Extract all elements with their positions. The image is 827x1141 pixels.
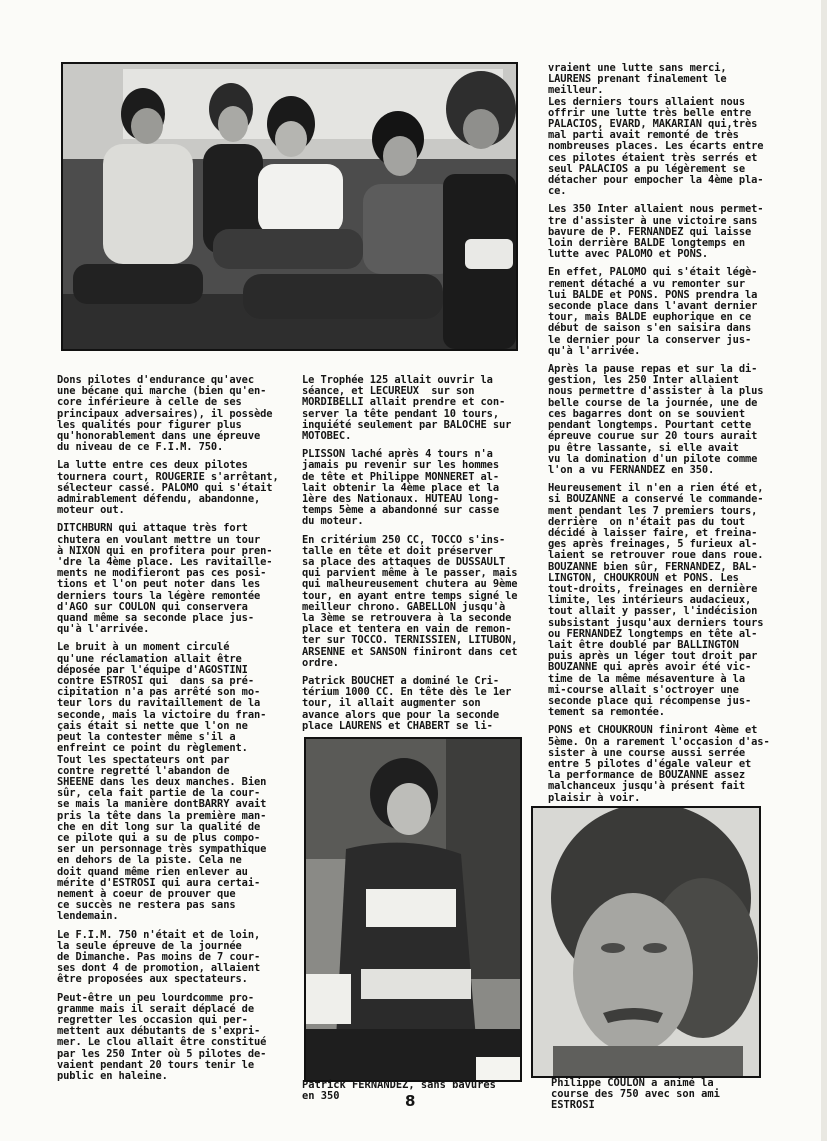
left-paragraph-3: DITCHBURN qui attaque très fort chutera en voulant mettre un tour à NIXON qui en profitera pour pren- 'dre la 4ème place. Les ravitaille- ments ne modifieront pas ces posi- tions et l'on peut noter dans les derniers tours la légère remontée d'AGO sur COULON qui conservera quand même sa seconde place jus- qu'à l'arrivée. bbox=[57, 522, 273, 636]
rider-photo bbox=[304, 737, 522, 1082]
right-paragraph-2: Les 350 Inter allaient nous permet- tre d'assister à une victoire sans bavure de P. FERNANDEZ qui laisse loin derrière BALDE longtemps en lutte avec PALOMO et PONS. bbox=[548, 203, 764, 261]
left-paragraph-5: Le F.I.M. 750 n'était et de loin, la seule épreuve de la journée de Dimanche. Pas moins de 7 cour- ses dont 4 de promotion, allaient être proposées aux spectateurs. bbox=[57, 928, 261, 986]
middle-paragraph-2: PLISSON laché après 4 tours n'a jamais pu revenir sur les hommes de tête et Philippe MONNERET al- lait obtenir la 4ème place et la 1ère des Nationaux. HUTEAU long- temps 5ème a abandonné sur casse du moteur. bbox=[302, 448, 499, 528]
middle-paragraph-3: En critérium 250 CC, TOCCO s'ins- talle en tête et doit préserver sa place des attaques de DUSSAULT qui parvient même à le passer, mais qui malheureusement chutera au 9ème tour, en ayant entre temps signé le meilleur chrono. GABELLON jusqu'à la 3ème se retrouvera à la seconde place et tentera en vain de remon- ter sur TOCCO. TERNISSIEN, LITUBON, ARSENNE et SANSON finiront dans cet ordre. bbox=[302, 533, 518, 669]
middle-paragraph-4: Patrick BOUCHET a dominé le Cri- térium 1000 CC. En tête dès le 1er tour, il allait augmenter son avance alors que pour la seconde place LAURENS et CHABERT se li- bbox=[302, 675, 512, 732]
portrait-photo-image bbox=[533, 808, 759, 1076]
right-paragraph-4: Après la pause repas et sur la di- gestion, les 250 Inter allaient nous permettre d'assister à la plus belle course de la journée, une de ces bagarres dont on se souvient pendant longtemps. Pourtant cette épreuve courue sur 20 tours aurait pu être lassante, si elle avait vu la domination d'un pilote comme l'on a vu FERNANDEZ en 350. bbox=[548, 363, 764, 476]
page-edge bbox=[821, 0, 827, 1141]
portrait-photo bbox=[531, 806, 761, 1078]
top-photo-image bbox=[63, 64, 516, 349]
left-column bbox=[57, 375, 289, 1089]
middle-paragraph-1: Le Trophée 125 allait ouvrir la séance, et LECUREUX sur son MORDIBELLI allait prendre et con- server la tête pendant 10 tours, inquiété seulement par BALOCHE sur MOTOBEC. bbox=[302, 374, 512, 443]
rider-photo-image bbox=[306, 739, 520, 1080]
rider-photo-caption: Patrick FERNANDEZ, sans bavures en 350 bbox=[302, 1079, 496, 1103]
page-number: 8 bbox=[405, 1092, 416, 1110]
portrait-photo-caption: Philippe COULON a animé la course des 750 avec son ami ESTROSI bbox=[551, 1077, 720, 1112]
right-paragraph-6: PONS et CHOUKROUN finiront 4ème et 5ème. On a rarement l'occasion d'as- sister à une course aussi serrée entre 5 pilotes d'égale valeur et la performance de BOUZANNE assez malchanceux jusqu'à présent fait plaisir à voir. bbox=[548, 724, 770, 804]
right-paragraph-3: En effet, PALOMO qui s'était légè- rement détaché a vu remonter sur lui BALDE et PONS. PONS prendra la seconde place dans l'avant dernier tour, mais BALDE euphorique en ce début de saison s'en saisira dans le dernier pour la conserver jus- qu'à l'arrivée. bbox=[548, 266, 758, 357]
left-paragraph-1: Dons pilotes d'endurance qu'avec une bécane qui marche (bien qu'en- core inférieure à celle de ses principaux adversaires), il possède les qualités pour figurer plus qu'honorablement dans une épreuve du niveau de ce F.I.M. 750. bbox=[57, 374, 273, 454]
right-paragraph-5: Heureusement il n'en a rien été et, si BOUZANNE a conservé le commande- ment pendant les 7 premiers tours, derrière on n'était pas du tout décidé à laisser faire, et freina- ges après freinages, 5 furieux al- laient se retrouver roue dans roue. BOUZANNE bien sûr, FERNANDEZ, BAL- LINGTON, CHOUKROUN et PONS. Les tout-droits, freinages en dernière limite, les intérieurs audacieux, tout allait y passer, l'indécision subsistant jusqu'aux derniers tours ou FERNANDEZ longtemps en tête al- lait être doublé par BALLINGTON puis après un léger tout droit par BOUZANNE qui après avoir été vic- time de la même mésaventure à la mi-course allait s'octroyer une seconde place qui récompense jus- tement sa remontée. bbox=[548, 482, 764, 719]
left-paragraph-4: Le bruit à un moment circulé qu'une réclamation allait être déposée par l'équipe d'AGOSTINI contre ESTROSI qui dans sa pré- cipitation n'a pas arrêté son mo- teur lors du ravitaillement de la seconde, mais la victoire du fran- çais était si nette que l'on ne peut la contester même s'il a enfreint ce point du règlement. Tout les spectateurs ont par contre regretté l'abandon de SHEENE dans les deux manches. Bien sûr, cela fait partie de la cour- se mais la manière dontBARRY avait pris la tête dans la première man- che en dit long sur la qualité de ce pilote qui a su de plus compo- ser un personnage très sympathique en dehors de la piste. Cela ne doit quand même rien enlever au mérite d'ESTROSI qui aura certai- nement à coeur de prouver que ce succès ne restera pas sans lendemain. bbox=[57, 641, 267, 923]
left-paragraph-2: La lutte entre ces deux pilotes tournera court, ROUGERIE s'arrêtant, sélecteur cassé. PALOMO qui s'était admirablement défendu, abandonne, moteur out. bbox=[57, 459, 279, 517]
right-column bbox=[548, 63, 780, 811]
middle-column bbox=[302, 375, 526, 739]
right-paragraph-1: vraient une lutte sans merci, LAURENS prenant finalement le meilleur. Les derniers tours allaient nous offrir une lutte très belle entre PALACIOS, EVARD, MAKARIAN qui,très mal parti avait remonté de très nombreuses places. Les écarts entre ces pilotes étaient très serrés et seul PALACIOS a pu légèrement se détacher pour empocher la 4ème pla- ce. bbox=[548, 62, 764, 198]
top-photo bbox=[61, 62, 518, 351]
left-paragraph-6: Peut-être un peu lourdcomme pro- gramme mais il serait déplacé de regretter les occasion qui per- mettent aux débutants de s'expri- mer. Le clou allait être constitué par les 250 Inter où 5 pilotes de- vaient pendant 20 tours tenir le public en haleine. bbox=[57, 991, 267, 1082]
